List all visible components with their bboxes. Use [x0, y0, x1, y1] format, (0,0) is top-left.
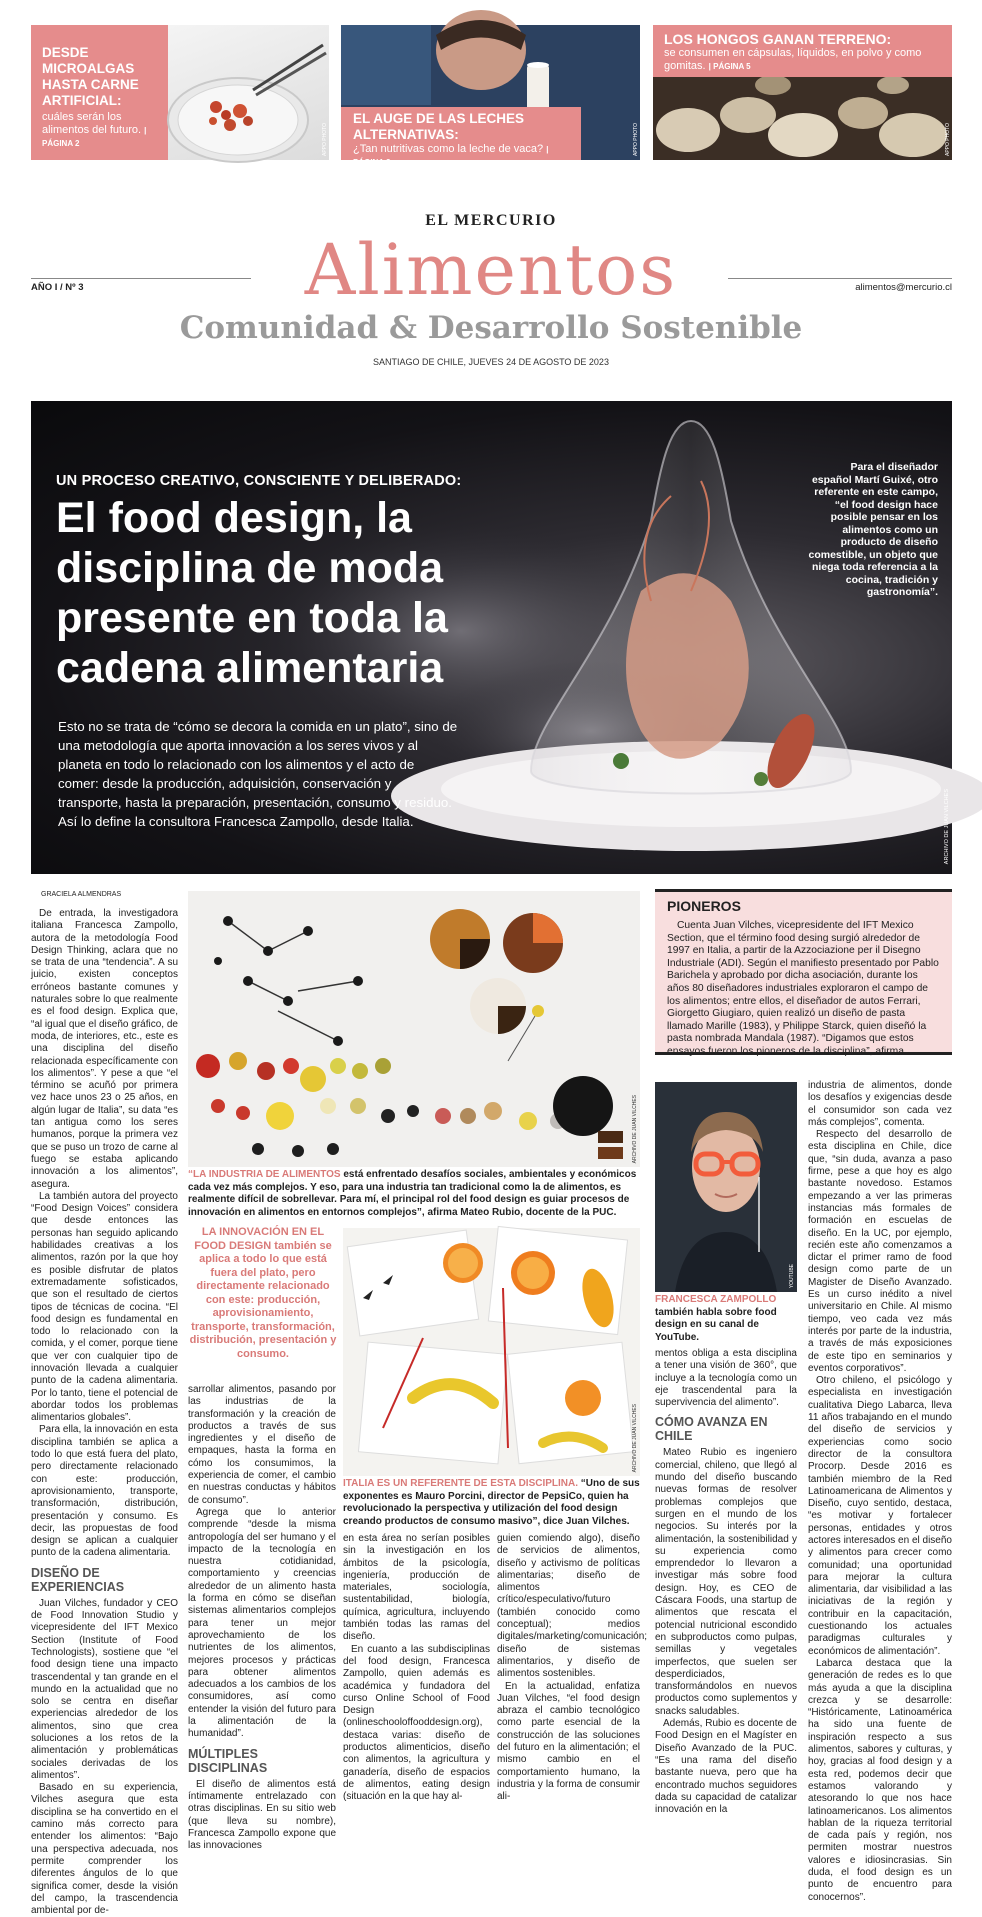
photo-credit: APPO PHOTO [633, 123, 639, 156]
photo-caption [655, 1294, 790, 1344]
paragraph: Para ella, la innovación en esta disciplina también se aplica a todo lo que está fuera del plato, pero directamente relacionado con este: producción, aprovisionamiento, transporte, transformación, distribución, presentación y consumo. Es decir, las propuestas de food design se aplican a cualquier punto de la cadena alimentaria. [31, 1424, 178, 1559]
teaser-leches[interactable] [341, 25, 640, 167]
photo-credit: APPO PHOTO [322, 123, 328, 156]
caption-lead: ITALIA ES UN REFERENTE DE ESTA DISCIPLINA. [343, 1478, 579, 1489]
article-column-6 [808, 1080, 952, 1904]
microalgae-photo [168, 25, 329, 160]
hero-headline: El food design, la disciplina de moda presente en toda la cadena alimentaria [56, 494, 448, 692]
pioneros-box [655, 889, 952, 1055]
paragraph: Mateo Rubio es ingeniero comercial, chileno, que llegó al mundo del diseño buscando nuevas formas de resolver problemas complejos que surgen en el mundo de los negocios. Su interés por la alimentación, la sostenibilidad y su experiencia como emprendedor lo llevaron a investigar más sobre food design. Hoy, es CEO de Cáscara Foods, una startup de alimentos que rescata el potencial nutricional escondido en subproductos como pulpas, semillas y vegetales imperfectos, que suelen ser desperdiciados, transformándolos en nuevos productos como suplementos y snacks saludables. [655, 1447, 797, 1717]
hero-banner [31, 401, 952, 874]
paragraph: Basado en su experiencia, Vilches asegura que esta disciplina se ha convertido en el camino más correcto para entender los alimentos: “Bajo una perspectiva adecuada, nos permite comprender los diferentes ángulos de lo que significa comer, desde la visión del campo, la trascendencia ambiental por de- [31, 1782, 178, 1917]
teaser-headline: EL AUGE DE LAS LECHES ALTERNATIVAS: [353, 111, 525, 142]
paragraph: De entrada, la investigadora italiana Francesca Zampollo, autora de la metodología Food Design Thinking, aclara que no se trata de una “tendencia”. A su juicio, existen conceptos erróneos bastante comunes y naturales sobre lo que realmente es el food design. Explica que, “al igual que el diseño gráfico, de moda, de interiores, etc., este es una disciplina del diseño relacionada específicamente con los alimentos”. Y pese a que “el término se acuñó por primera vez hace unos 23 o 25 años, en algún lugar de Italia”, su data “es tan antigua como los seres humanos, porque la primera vez que se puso un trozo de carne al fuego se estaba aplicando innovación a los alimentos”, asegura. [31, 908, 178, 1190]
paragraph: La también autora del proyecto “Food Design Voices” considera que desde entonces las personas han seguido aplicando habilidades creativas a los alimentos, razón por la que hoy es posible disfrutar de platos extremadamente sofisticados, que son el resultado de ciertos tipos de técnicas de cocina. “El food design es fundamental en todo lo relacionado con la comida, y el comer, porque tiene que ver con cualquier tipo de innovación llevada a cualquier punto de la cadena alimentaria. Por lo tanto, tiene el potencial de abordar todos los problemas alimentarios globales”. [31, 1190, 178, 1424]
article-column-4 [497, 1533, 648, 1804]
issue-number: AÑO I / Nº 3 [31, 282, 84, 293]
subheading: DISEÑO DE EXPERIENCIAS [31, 1565, 125, 1594]
publication-date: SANTIAGO DE CHILE, JUEVES 24 DE AGOSTO DE 2023 [373, 357, 609, 367]
pioneros-title: PIONEROS [667, 898, 741, 914]
teaser-hongos[interactable] [653, 25, 952, 160]
paragraph: Otro chileno, el psicólogo y especialista en investigación cualitativa Diego Labarca, lleva 11 años trabajando en el mundo del diseño de servicios y experiencias como socio director de la consultora Procorp. Desde 2016 es también miembro de la Red Latinoamericana de Alimentos y Diseño, cuyo sentido, destaca, “es motivar y fortalecer personas, entidades y otros actores interesados en el diseño y alimentos para crecer como comunidad; una oportunidad para mejorar la cultura alimentaria, dar visibilidad a las iniciativas de la región y contribuir en la capacitación, cuestionando los actuales paradigmas culturales y económicos de alimentación”. [808, 1375, 952, 1657]
teaser-microalgas[interactable] [31, 25, 329, 160]
paragraph: Labarca destaca que la generación de redes es lo que más ayuda a que la disciplina crezca y se desarrolle: “Históricamente, Latinoamérica ha sido una fuente de inspiración respecto a sus alimentos, sabores y culturas, y hoy, gracias al food design y a esta red, podemos decir que estamos valorando y atesorando lo que nos hace latinoamericanos. Los alimentos hablan de la riqueza territorial de cada país y región, nos permiten mostrar nuestros valores e idiosincrasias. Sin duda, el food design es un punto de encuentro para conocernos”. [808, 1657, 952, 1903]
teaser-page: | PÁGINA 5 [708, 62, 751, 71]
section-subtitle: Comunidad & Desarrollo Sostenible [179, 310, 803, 346]
paragraph: industria de alimentos, donde los desafíos y exigencias desde el consumidor son cada vez más complejos”, comenta. [808, 1080, 952, 1128]
paragraph: En cuanto a las subdisciplinas del food design, Francesca Zampollo, quien además es académica y fundadora del curso Online School of Food Design (onlineschooloffooddesign.org), destaca varias: diseño de productos alimenticios, diseño con alimentos, la agricultura y ganadería, diseño de espacios de alimentos, eating design (situación en la que hay al- [343, 1643, 490, 1803]
paragraph: mentos obliga a esta disciplina a tener una visión de 360°, que incluye a la tecnología como un eje trascendental para la supervivencia del alimento”. [655, 1348, 797, 1409]
paragraph: en esta área no serían posibles sin la investigación en los ámbitos de la psicología, ingeniería, producción de materiales, sociología, sustentabilidad, biología, química, agricultura, incluyendo también todas las ramas del diseño. [343, 1533, 490, 1643]
molecular-food-image [188, 891, 640, 1167]
portrait-photo [655, 1082, 797, 1292]
paragraph: Agrega que lo anterior comprende “desde la misma antropología del ser humano y el impacto de la tecnología en nuestra cotidianidad, comportamiento y creencias alrededor de un alimento hasta la forma en cómo se diseñan sistemas alimentarios complejos para tener un mejor aprovechamiento de los nutrientes de los alimentos, mejores procesos y prácticas para obtener alimentos adecuados a los cambios de los consumidores, así como entender la visión del futuro para la alimentación de la humanidad”. [188, 1506, 336, 1740]
pull-quote-lead: LA INNOVACIÓN EN EL FOOD DESIGN [194, 1226, 325, 1252]
pioneros-text: Cuenta Juan Vilches, vicepresidente del IFT Mexico Section, que el término food desing surgió alrededor de 1997 en Italia, a partir de la Azzociazione per il Disegno Industriale (ADI). Según el manifiesto presentado por Pablo Barichela y aprobado por dicha asociación, durante los años 80 diseñadores industriales exploraron el campo de los alimentos; entre ellos, el diseñador de autos Ferrari, Giorgetto Giugiaro, quien realizó un diseño de pasta llamado Marille (1983), y Philippe Starck, quien diseñó la pasta nombrada Mandala (1987). “Digamos que estos ensayos fueron los pioneros de la disciplina”, afirma. [667, 920, 939, 1057]
hero-lead: Esto no se trata de “cómo se decora la comida en un plato”, sino de una metodología que aporta innovación a los seres vivos y al planeta en todo lo relacionado con los alimentos y el acto de comer: desde la producción, adquisición, conservación y transporte, hasta la preparación, presentación, consumo y residuo. Así lo define la consultora Francesca Zampollo, desde Italia. [58, 719, 458, 829]
contact-email[interactable]: alimentos@mercurio.cl [855, 282, 952, 293]
pull-quote [188, 1226, 338, 1361]
article-column-2 [188, 1384, 336, 1852]
teaser-box [653, 25, 952, 77]
article-column-5 [655, 1348, 797, 1816]
caption-lead: “LA INDUSTRIA DE ALIMENTOS [188, 1169, 341, 1180]
photo-credit: ARCHIVO DE JUAN VILCHES [632, 1094, 638, 1163]
teaser-headline: DESDE MICROALGAS HASTA CARNE ARTIFICIAL: [42, 45, 139, 108]
caption-lead: FRANCESCA ZAMPOLLO [655, 1294, 777, 1305]
paragraph: Respecto del desarrollo de esta disciplina en Chile, dice que, “sin duda, avanza a paso firme, pese a que hoy es algo bastante novedoso. Estamos empezando a ver las primeras instancias más formales de formación en escuelas de diseño. En la UC, por ejemplo, recién este año comenzamos a dictar el primer ramo de food design como parte de un Magister de Diseño Avanzado. Es un curso inédito a nivel universitario en Chile. Al mismo tiempo, veo cada vez más interés por parte de la industria, a través de más exposiciones de este tipo en seminarios y eventos corporativos”. [808, 1129, 952, 1374]
teaser-text [42, 45, 162, 150]
subheading: CÓMO AVANZA EN CHILE [655, 1415, 768, 1444]
teaser-box [341, 107, 581, 167]
photo-credit: YOUTUBE [789, 1263, 795, 1288]
photo-credit: ARCHIVO DE JUAN VILCHES [944, 788, 950, 864]
caption-text: también habla sobre food design en su canal de YouTube. [655, 1306, 777, 1343]
pull-quote-text: también se aplica a todo lo que está fuera del plato, pero directamente relacionado con este: producción, aprovisionamiento, transporte, transformación, distribución, presentación y consumo. [189, 1239, 337, 1360]
zampollo-portrait-image [655, 1082, 797, 1292]
photo-credit: APPO PHOTO [945, 123, 951, 156]
teaser-page: | PÁGINA 3 [353, 145, 549, 167]
paragraph: Juan Vilches, fundador y CEO de Food Innovation Studio y vicepresidente del IFT Mexico Section (Institute of Food Technologists), sostiene que “el food design tiene una impacto trascendental y tan grande en el mundo en la actualidad que no solo se centra en diseñar experiencias alrededor de los alimentos, sino que crea soluciones a los retos de la alimentación y problemáticas sociales derivadas de los alimentos”. [31, 1597, 178, 1781]
byline: GRACIELA ALMENDRAS [41, 891, 122, 898]
article-column-1 [31, 908, 178, 1917]
hero-quote: Para el diseñador español Martí Guixé, otro referente en este campo, “el food design hace posible pensar en los alimentos como un producto de diseño comestible, un objeto que niega toda referencia a la cocina, tradición y gastronomía”. [808, 461, 938, 598]
petri-dish-icon [168, 25, 329, 160]
food-design-photo [188, 891, 640, 1167]
citrus-plates-image [343, 1228, 640, 1476]
section-title: Alimentos [304, 229, 678, 311]
hero-kicker: UN PROCESO CREATIVO, CONSCIENTE Y DELIBERADO: [56, 473, 462, 489]
photo-credit: ARCHIVO DE JUAN VILCHES [632, 1403, 638, 1472]
subheading: MÚLTIPLES DISCIPLINAS [188, 1746, 268, 1775]
article-column-3 [343, 1533, 490, 1804]
paragraph: guien comiendo algo), diseño de servicios de alimentos, diseño y activismo de políticas alimentarias; diseño de alimentos crítico/especulativo/futuro (también conocido como conceptual); medios digitales/marketing/comunicación; diseño de sistemas alimentarios, y diseño de alimentos sostenibles. [497, 1533, 648, 1680]
teaser-sub: ¿Tan nutritivas como la leche de vaca? [353, 143, 544, 155]
teaser-sub: cuáles serán los alimentos del futuro. [42, 111, 142, 136]
photo-caption [343, 1478, 640, 1528]
caption-text: está enfrentado desafíos sociales, ambientales y económicos cada vez más complejos. Y eso, para una industria tan tradicional como la de alimentos, es realmente difícil de sobrellevar. Para mí, el principal rol del food design es guiar procesos de innovación en alimentos en entornos complejos”, afirma Mateo Rubio, docente de la PUC. [188, 1169, 637, 1218]
brand-name: EL MERCURIO [425, 212, 557, 229]
paragraph: Además, Rubio es docente de Food Design en el Magíster en Diseño Avanzado de la PUC. “Es una rama del diseño bastante nueva, pero que ha encontrado muchos seguidores dada su capacidad de catalizar innovación en la [655, 1718, 797, 1816]
caption-text: “Uno de sus exponentes es Mauro Porcini, director de PepsiCo, quien ha revolucionado la perspectiva y utilización del food design creando productos de consumo masivo”, dice Juan Vilches. [343, 1478, 640, 1527]
teaser-page: | PÁGINA 2 [42, 126, 147, 148]
paragraph: sarrollar alimentos, pasando por las industrias de la transformación y la creación de productos a través de sus ingredientes y el diseño de empaques, hasta la forma en cómo los consumimos, la experiencia de comer, el cambio en nuestras conductas y hábitos de consumo”. [188, 1384, 336, 1506]
teaser-headline: LOS HONGOS GANAN TERRENO: [664, 31, 892, 47]
photo-caption [188, 1169, 640, 1219]
paragraph: En la actualidad, enfatiza Juan Vilches, “el food design abraza el cambio tecnológico como parte esencial de la construcción de las soluciones del futuro en la alimentación; el mismo cambio en el comportamiento humano, la industria y la forma de consumir ali- [497, 1680, 640, 1803]
teaser-sub: se consumen en cápsulas, líquidos, en polvo y como gomitas. [664, 47, 922, 72]
paragraph: El diseño de alimentos está íntimamente entrelazado con otras disciplinas. En su sitio web (que lleva su nombre), Francesca Zampollo expone que las innovaciones [188, 1778, 336, 1852]
citrus-design-photo [343, 1228, 640, 1476]
